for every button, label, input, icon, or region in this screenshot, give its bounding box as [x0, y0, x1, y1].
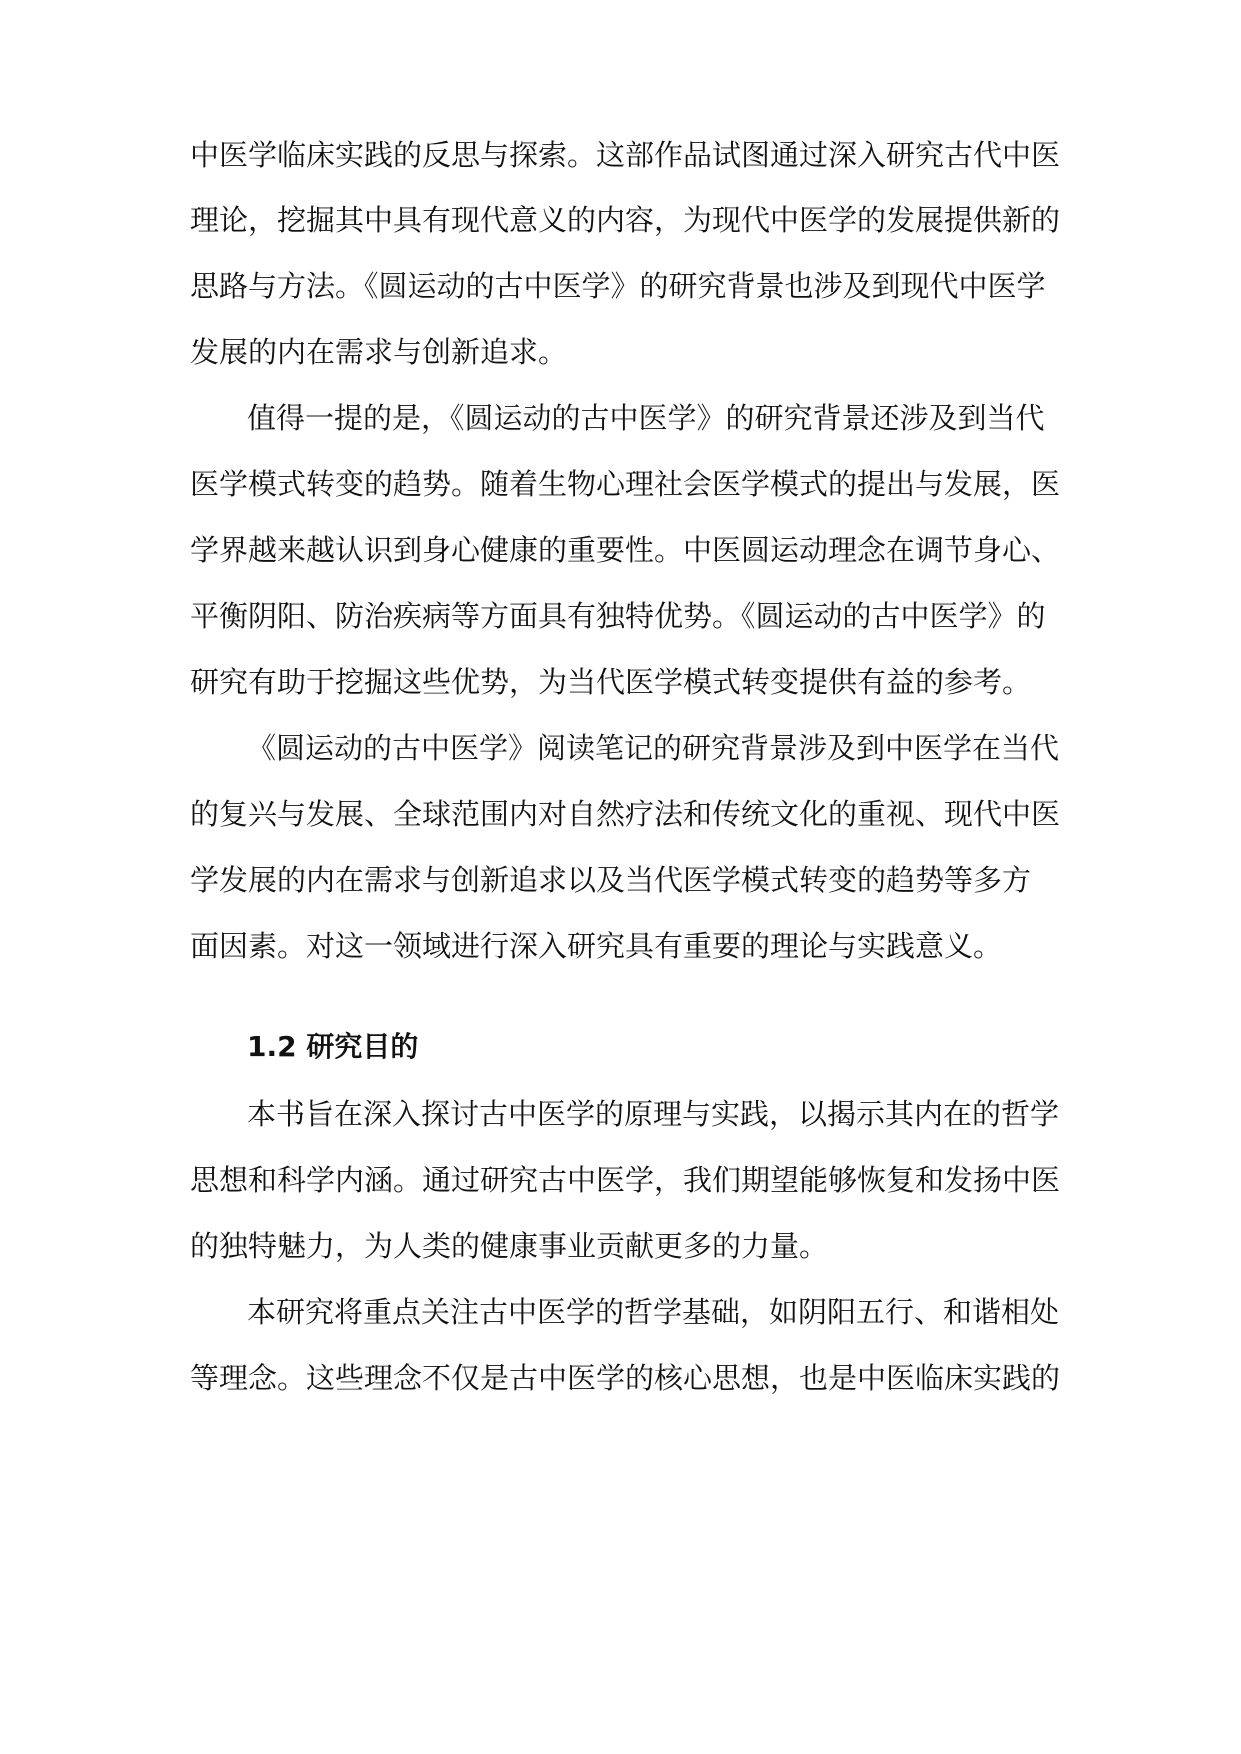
section-title: 研究目的 [306, 1030, 419, 1063]
paragraph-2-line-1: 值得一提的是，《圆运动的古中医学》的研究背景还涉及到当代 [247, 401, 1045, 435]
paragraph-1-line-3: 思路与方法。《圆运动的古中医学》的研究背景也涉及到现代中医学 [190, 269, 1046, 303]
section-paragraph-1-line-2: 思想和科学内涵。通过研究古中医学，我们期望能够恢复和发扬中医 [190, 1163, 1061, 1197]
section-heading [247, 1030, 419, 1063]
paragraph-1-line-4: 发展的内在需求与创新追求。 [190, 335, 568, 369]
paragraph-3-line-2: 的复兴与发展、全球范围内对自然疗法和传统文化的重视、现代中医 [190, 797, 1061, 831]
paragraph-3-line-1: 《圆运动的古中医学》阅读笔记的研究背景涉及到中医学在当代 [247, 731, 1060, 765]
section-paragraph-2-line-2: 等理念。这些理念不仅是古中医学的核心思想，也是中医临床实践的 [190, 1361, 1061, 1395]
paragraph-1-line-2: 理论，挖掘其中具有现代意义的内容，为现代中医学的发展提供新的 [190, 203, 1061, 237]
paragraph-3-line-3: 学发展的内在需求与创新追求以及当代医学模式转变的趋势等多方 [190, 863, 1032, 897]
paragraph-1-line-1: 中医学临床实践的反思与探索。这部作品试图通过深入研究古代中医 [190, 138, 1061, 172]
paragraph-2-line-2: 医学模式转变的趋势。随着生物心理社会医学模式的提出与发展，医 [190, 467, 1061, 501]
section-paragraph-1-line-3: 的独特魅力，为人类的健康事业贡献更多的力量。 [190, 1229, 829, 1263]
paragraph-2-line-5: 研究有助于挖掘这些优势，为当代医学模式转变提供有益的参考。 [190, 665, 1032, 699]
paragraph-2-line-3: 学界越来越认识到身心健康的重要性。中医圆运动理念在调节身心、 [190, 533, 1061, 567]
paragraph-3-line-4: 面因素。对这一领域进行深入研究具有重要的理论与实践意义。 [190, 929, 1003, 963]
section-paragraph-2-line-1: 本研究将重点关注古中医学的哲学基础，如阴阳五行、和谐相处 [247, 1295, 1060, 1329]
paragraph-2-line-4: 平衡阴阳、防治疾病等方面具有独特优势。《圆运动的古中医学》的 [190, 599, 1046, 633]
section-paragraph-1-line-1: 本书旨在深入探讨古中医学的原理与实践，以揭示其内在的哲学 [247, 1097, 1060, 1131]
section-number: 1.2 [247, 1030, 297, 1063]
